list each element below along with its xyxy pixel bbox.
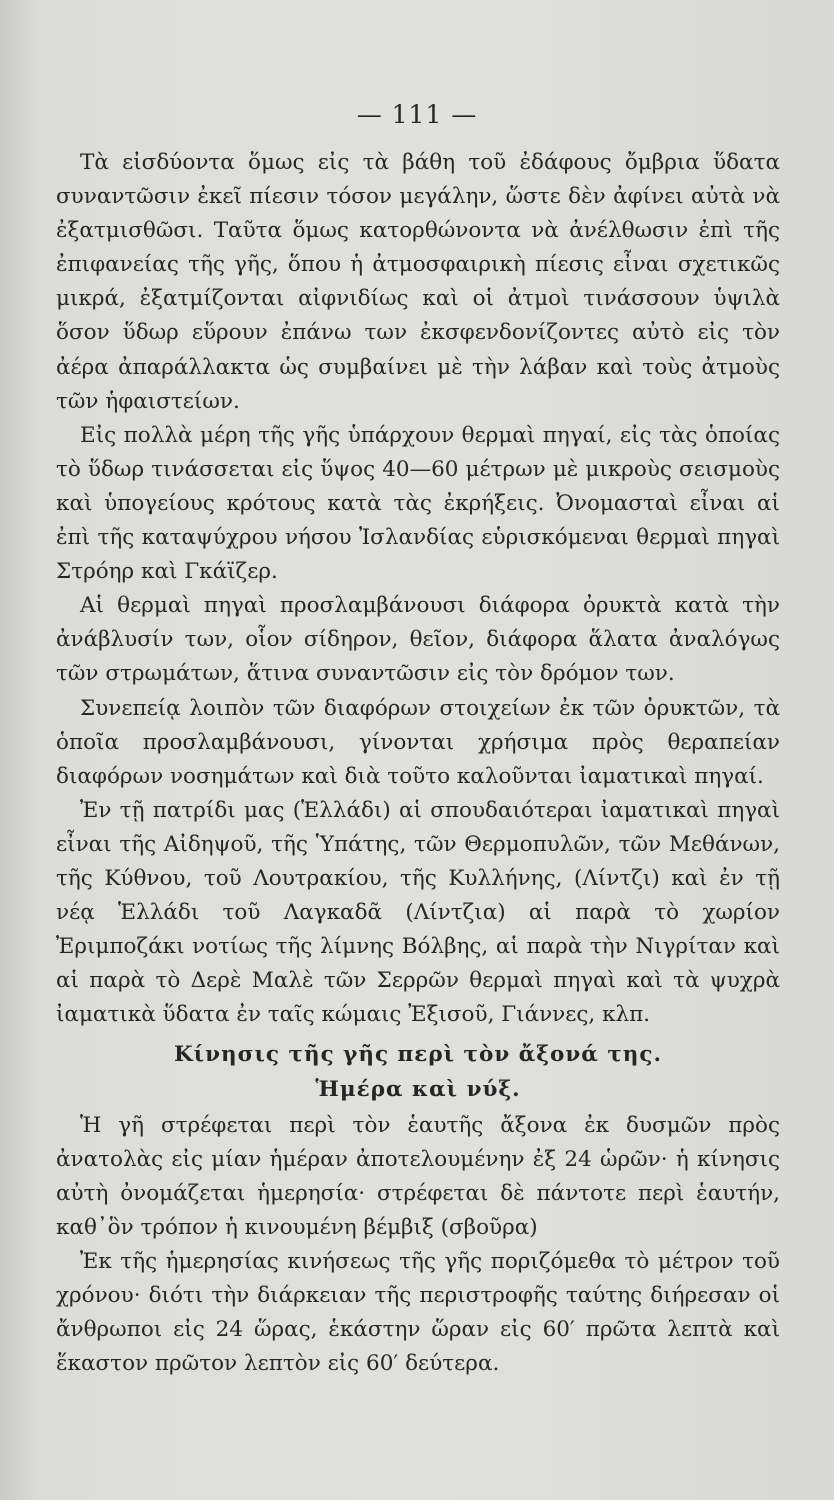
section-heading: Κίνησις τῆς γῆς περὶ τὸν ἄξονά της.: [174, 1042, 662, 1068]
paragraph: Ἐν τῇ πατρίδι μας (Ἑλλάδι) αἱ σπουδαιότεραι ἰαματικαὶ πηγαὶ εἶναι τῆς Αἰδηψοῦ, τῆς Ὑπάτης, τῶν Θερμοπυλῶν, τῶν Μεθάνων, τῆς Κύθνου, τοῦ Λουτρακίου, τῆς Κυλλήνης, (Λίντζι) καὶ ἐν τῇ νέᾳ Ἑλλάδι τοῦ Λαγκαδᾶ (Λίντζια) αἱ παρὰ τὸ χωρίον Ἐριμποζάκι νοτίως τῆς λίμνης Βόλβης, αἱ παρὰ τὴν Νιγρίταν καὶ αἱ παρὰ τὸ Δερὲ Μαλὲ τῶν Σερρῶν θερμαὶ πηγαὶ καὶ τὰ ψυχρὰ ἰαματικὰ ὕδατα ἐν ταῖς κώμαις Ἐξισοῦ, Γιάννες, κλπ.: [56, 797, 780, 1028]
paragraph: Τὰ εἰσδύοντα ὅμως εἰς τὰ βάθη τοῦ ἐδάφους ὄμβρια ὕδατα συναντῶσιν ἐκεῖ πίεσιν τόσον μεγάλην, ὥστε δὲν ἀφίνει αὐτὰ νὰ ἐξατμισθῶσι. Ταῦτα ὅμως κατορθώνοντα νὰ ἀνέλθωσιν ἐπὶ τῆς ἐπιφανείας τῆς γῆς, ὅπου ἡ ἀτμοσφαιρικὴ πίεσις εἶναι σχετικῶς μικρά, ἐξατμίζονται αἰφνιδίως καὶ οἱ ἀτμοὶ τινάσσουν ὑψιλὰ ὅσον ὕδωρ εὕρουν ἐπάνω των ἐκσφενδονίζοντες αὐτὸ εἰς τὸν ἀέρα ἀπαράλλακτα ὡς συμβαίνει μὲ τὴν λάβαν καὶ τοὺς ἀτμοὺς τῶν ἡφαιστείων.: [56, 150, 780, 414]
page-body: [56, 146, 780, 1381]
paragraph: Συνεπείᾳ λοιπὸν τῶν διαφόρων στοιχείων ἐκ τῶν ὀρυκτῶν, τὰ ὁποῖα προσλαμβάνουσι, γίνονται χρήσιμα πρὸς θεραπείαν διαφόρων νοσημάτων καὶ διὰ τοῦτο καλοῦνται ἰαματικαὶ πηγαί.: [56, 695, 780, 789]
paragraph: Αἱ θερμαὶ πηγαὶ προσλαμβάνουσι διάφορα ὀρυκτὰ κατὰ τὴν ἀνάβλυσίν των, οἷον σίδηρον, θεῖον, διάφορα ἅλατα ἀναλόγως τῶν στρωμάτων, ἅτινα συναντῶσιν εἰς τὸν δρόμον των.: [56, 593, 780, 687]
page-number: — 111 —: [356, 100, 478, 129]
paragraph: Ἡ γῆ στρέφεται περὶ τὸν ἑαυτῆς ἄξονα ἐκ δυσμῶν πρὸς ἀνατολὰς εἰς μίαν ἡμέραν ἀποτελουμένην ἐξ 24 ὡρῶν· ἡ κίνησις αὐτὴ ὀνομάζεται ἡμερησία· στρέφεται δὲ πάντοτε περὶ ἑαυτήν, καθ᾽ὃν τρόπον ἡ κινουμένη βέμβιξ (σβοῦρα): [56, 1112, 780, 1240]
paragraph: Εἰς πολλὰ μέρη τῆς γῆς ὑπάρχουν θερμαὶ πηγαί, εἰς τὰς ὁποίας τὸ ὕδωρ τινάσσεται εἰς ὕψος 40—60 μέτρων μὲ μικροὺς σεισμοὺς καὶ ὑπογείους κρότους κατὰ τὰς ἐκρήξεις. Ὀνομασταὶ εἶναι αἱ ἐπὶ τῆς καταψύχρου νήσου Ἰσλανδίας εὑρισκόμεναι θερμαὶ πηγαὶ Στρόηρ καὶ Γκάϊζερ.: [56, 422, 780, 585]
paragraph: Ἐκ τῆς ἡμερησίας κινήσεως τῆς γῆς πoριζόμεθα τὸ μέτρον τοῦ χρόνου· διότι τὴν διάρκειαν τῆς περιστροφῆς ταύτης διήρεσαν οἱ ἄνθρωποι εἰς 24 ὥρας, ἑκάστην ὥραν εἰς 60′ πρῶτα λεπτὰ καὶ ἕκαστον πρῶτον λεπτὸν εἰς 60′ δεύτερα.: [56, 1249, 780, 1377]
section-subheading: Ἡμέρα καὶ νύξ.: [315, 1076, 521, 1102]
